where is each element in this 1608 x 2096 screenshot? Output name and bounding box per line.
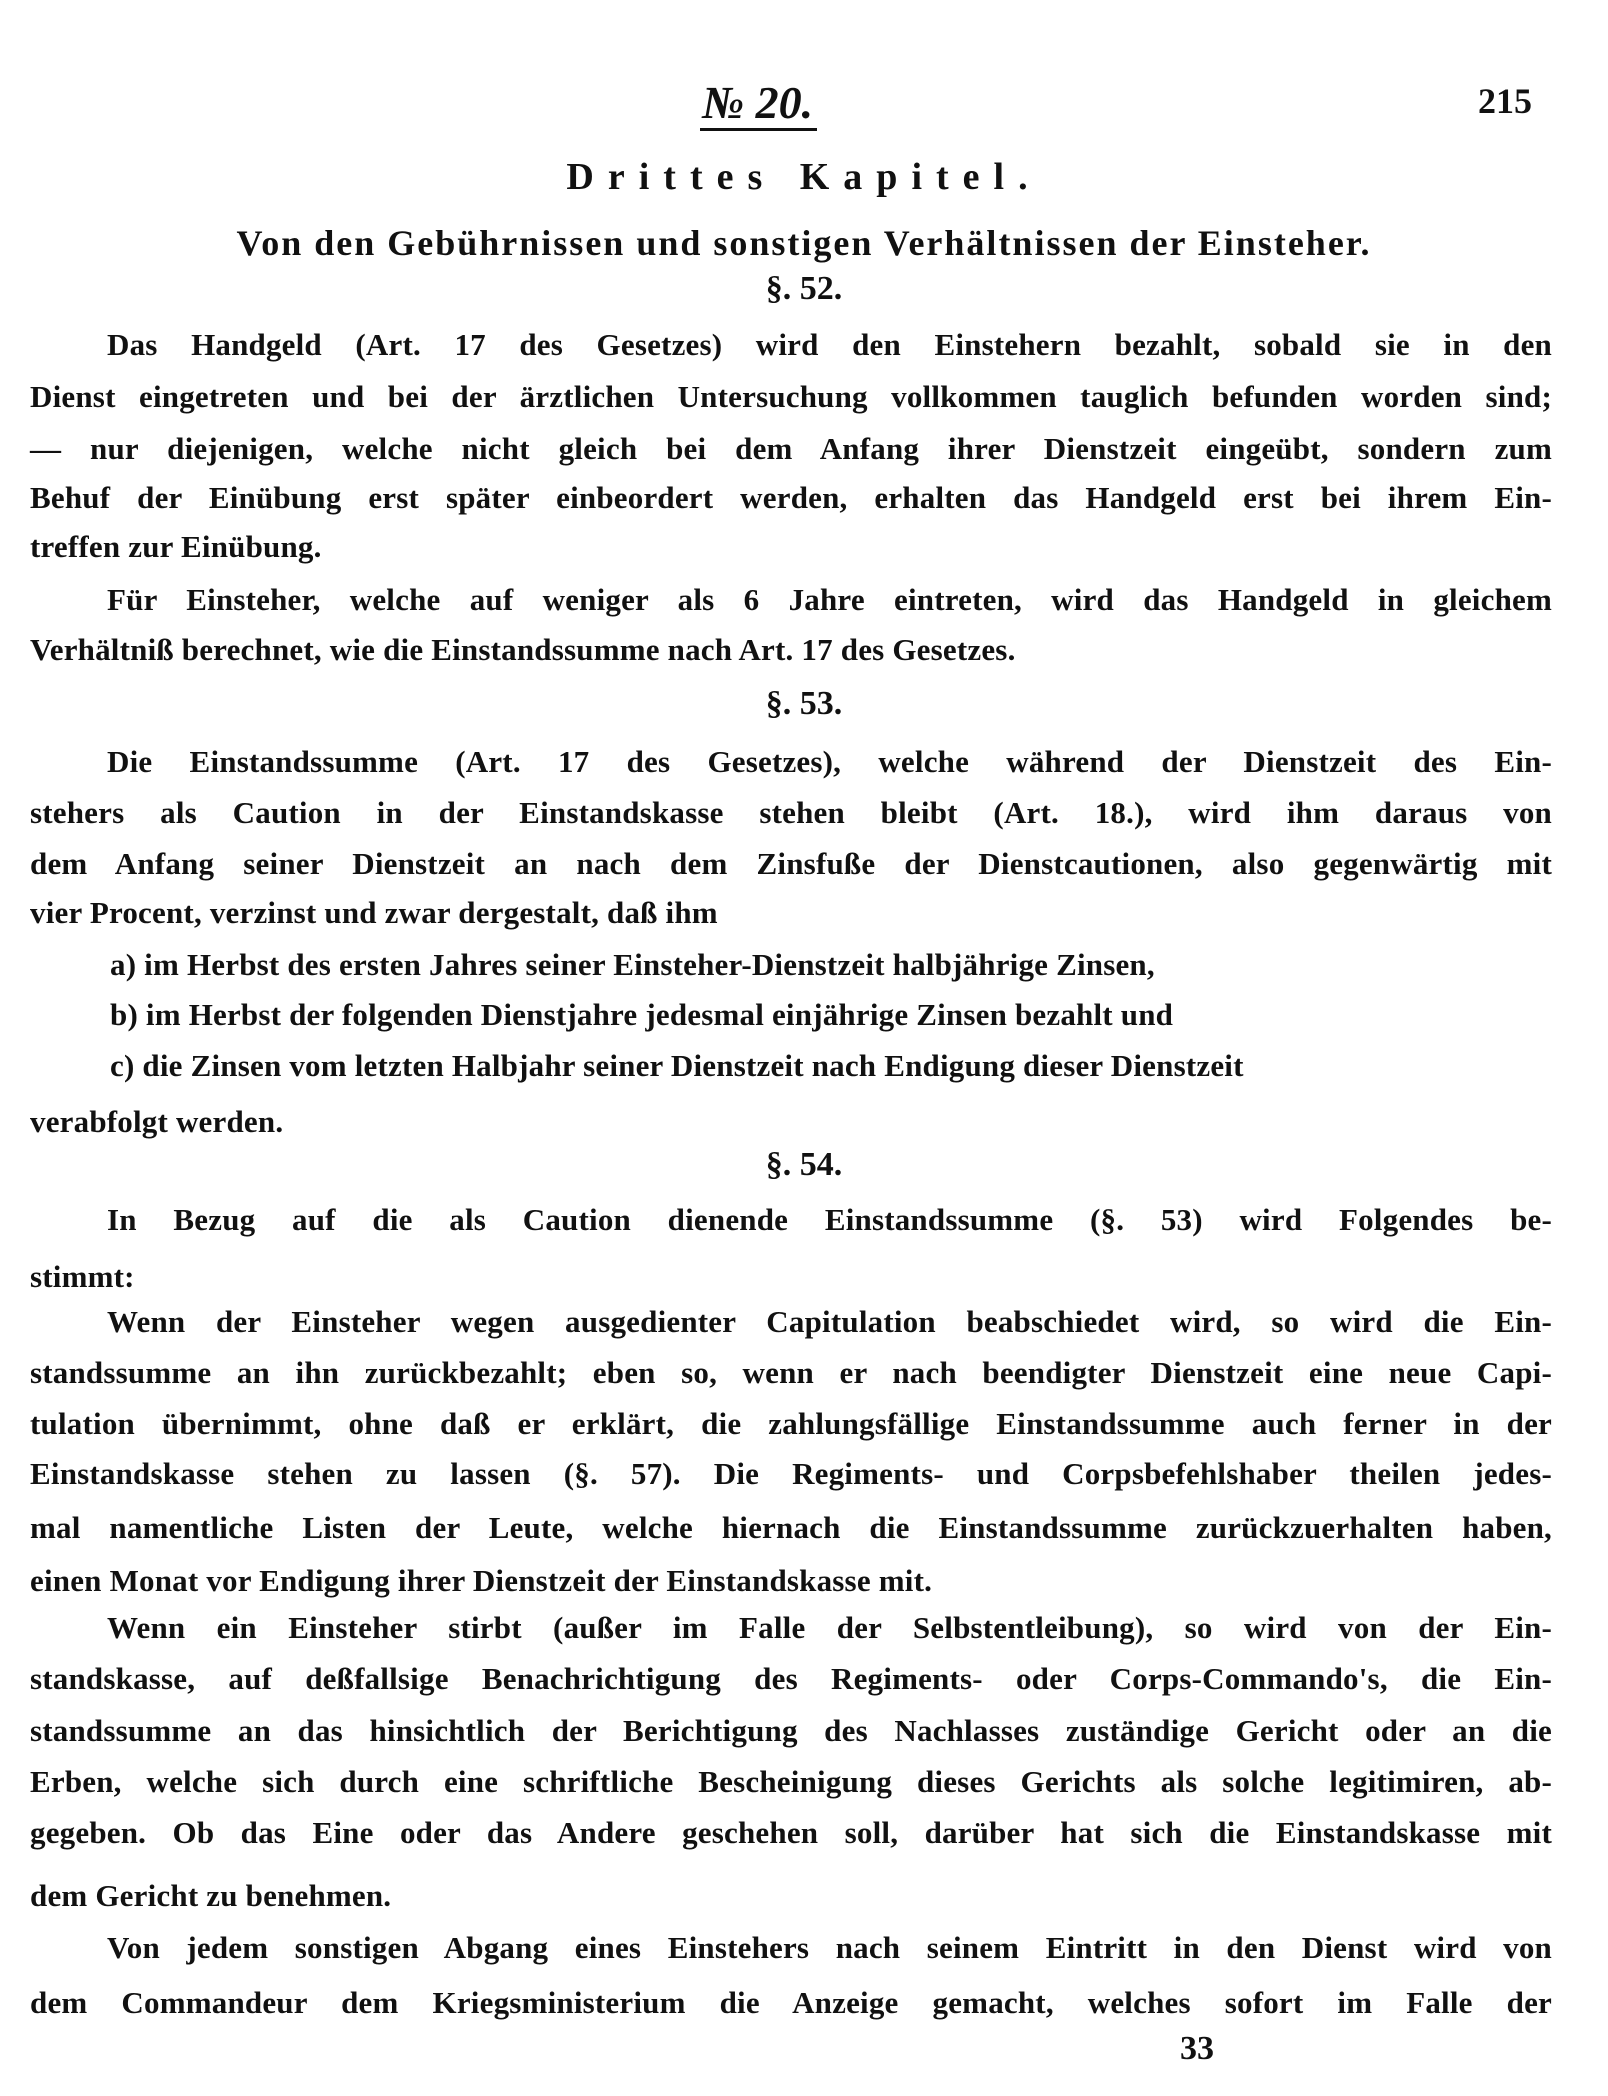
text-line: Behuf der Einübung erst später einbeordert werden, erhalten das Handgeld erst bei ihrem Ein- xyxy=(30,480,1552,515)
text-line: einen Monat vor Endigung ihrer Dienstzeit der Einstandskasse mit. xyxy=(30,1563,933,1598)
text-line: vier Procent, verzinst und zwar dergestalt, daß ihm xyxy=(30,895,718,930)
text-line: dem Gericht zu benehmen. xyxy=(30,1878,392,1913)
text-line: Dienst eingetreten und bei der ärztlichen Untersuchung vollkommen tauglich befunden worden sind; xyxy=(30,379,1552,414)
text-line: Wenn ein Einsteher stirbt (außer im Falle der Selbstentleibung), so wird von der Ein- xyxy=(107,1610,1552,1645)
text-line: Für Einsteher, welche auf weniger als 6 Jahre eintreten, wird das Handgeld in gleichem xyxy=(107,582,1552,617)
section-heading: §. 54. xyxy=(765,1146,843,1183)
text-line: Das Handgeld (Art. 17 des Gesetzes) wird den Einstehern bezahlt, sobald sie in den xyxy=(107,327,1552,362)
text-line: gegeben. Ob das Eine oder das Andere geschehen soll, darüber hat sich die Einstandskasse mit xyxy=(30,1815,1552,1850)
list-item: a) im Herbst des ersten Jahres seiner Einsteher-Dienstzeit halbjährige Zinsen, xyxy=(110,947,1155,982)
text-line: stehers als Caution in der Einstandskasse stehen bleibt (Art. 18.), wird ihm daraus von xyxy=(30,795,1552,830)
chapter-subtitle: Von den Gebührnissen und sonstigen Verhältnissen der Einsteher. xyxy=(236,223,1372,263)
text-line: standssumme an das hinsichtlich der Berichtigung des Nachlasses zuständige Gericht oder an die xyxy=(30,1713,1552,1748)
text-line: Die Einstandssumme (Art. 17 des Gesetzes), welche während der Dienstzeit des Ein- xyxy=(107,744,1552,779)
text-line: In Bezug auf die als Caution dienende Einstandssumme (§. 53) wird Folgendes be- xyxy=(107,1202,1552,1237)
text-line: standskasse, auf deßfallsige Benachrichtigung des Regiments- oder Corps-Commando's, die Ein- xyxy=(30,1661,1552,1696)
text-line: Erben, welche sich durch eine schriftliche Bescheinigung dieses Gerichts als solche legitimiren, ab- xyxy=(30,1764,1552,1799)
text-line: Von jedem sonstigen Abgang eines Einstehers nach seinem Eintritt in den Dienst wird von xyxy=(107,1930,1552,1965)
text-line: stimmt: xyxy=(30,1259,135,1294)
section-heading: §. 53. xyxy=(765,685,843,722)
text-line: verabfolgt werden. xyxy=(30,1104,284,1139)
list-item: b) im Herbst der folgenden Dienstjahre jedesmal einjährige Zinsen bezahlt und xyxy=(110,997,1174,1032)
text-line: standssumme an ihn zurückbezahlt; eben so, wenn er nach beendigter Dienstzeit eine neue Capi- xyxy=(30,1355,1552,1390)
text-line: mal namentliche Listen der Leute, welche hiernach die Einstandssumme zurückzuerhalten haben, xyxy=(30,1510,1552,1545)
chapter-title: Drittes Kapitel. xyxy=(566,156,1042,198)
section-heading: §. 52. xyxy=(765,270,843,307)
issue-number: № 20. xyxy=(700,78,817,131)
text-line: — nur diejenigen, welche nicht gleich bei dem Anfang ihrer Dienstzeit eingeübt, sondern zum xyxy=(30,431,1552,466)
text-line: Verhältniß berechnet, wie die Einstandssumme nach Art. 17 des Gesetzes. xyxy=(30,632,1016,667)
text-line: Wenn der Einsteher wegen ausgedienter Capitulation beabschiedet wird, so wird die Ein- xyxy=(107,1304,1552,1339)
list-item: c) die Zinsen vom letzten Halbjahr seiner Dienstzeit nach Endigung dieser Dienstzeit xyxy=(110,1048,1244,1083)
printer-signature: 33 xyxy=(1180,2030,1214,2067)
text-line: Einstandskasse stehen zu lassen (§. 57). Die Regiments- und Corpsbefehlshaber theilen jedes- xyxy=(30,1456,1552,1491)
text-line: tulation übernimmt, ohne daß er erklärt, die zahlungsfällige Einstandssumme auch ferner in der xyxy=(30,1406,1552,1441)
text-line: treffen zur Einübung. xyxy=(30,529,322,564)
text-line: dem Anfang seiner Dienstzeit an nach dem Zinsfuße der Dienstcautionen, also gegenwärtig mit xyxy=(30,846,1552,881)
text-line: dem Commandeur dem Kriegsministerium die Anzeige gemacht, welches sofort im Falle der xyxy=(30,1985,1552,2020)
page-number: 215 xyxy=(1478,81,1532,121)
